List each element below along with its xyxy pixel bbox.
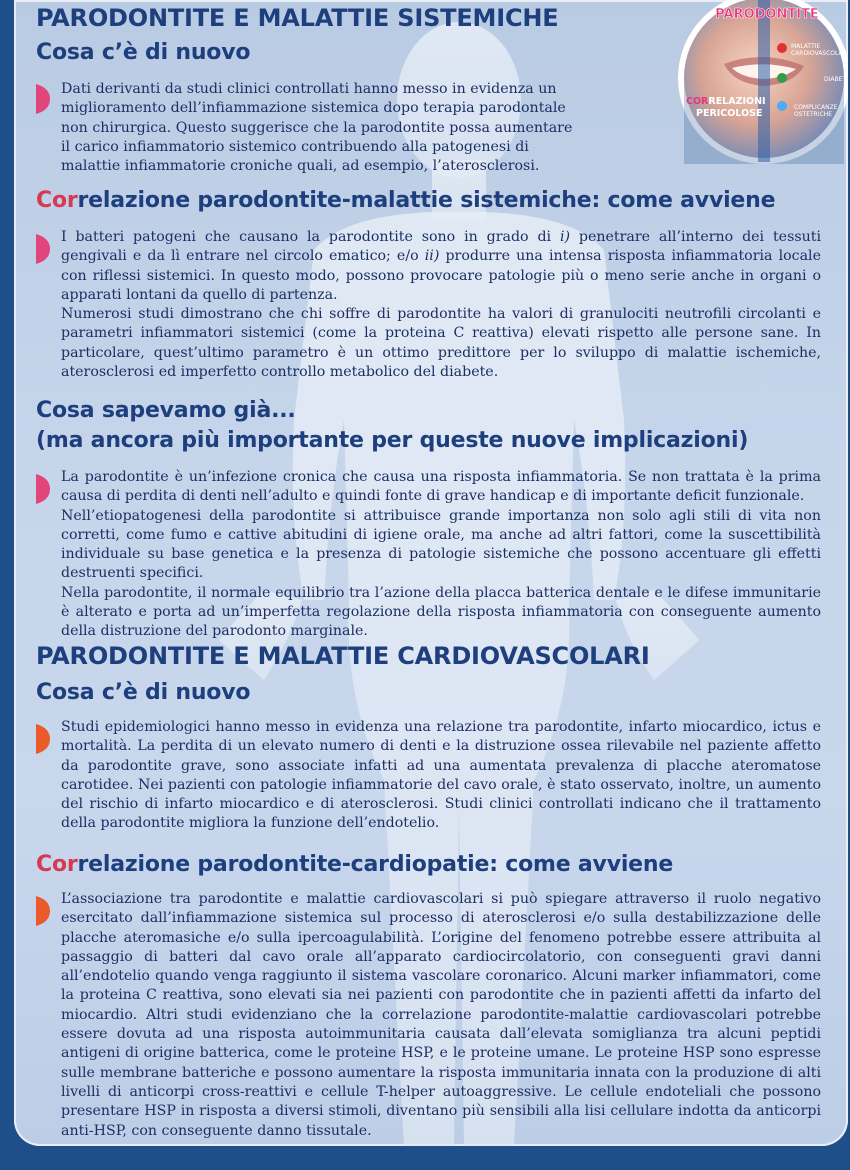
section1-p2 <box>61 228 821 382</box>
section2-p1: Studi epidemiologici hanno messo in evidenza una relazione tra parodontite, infarto miocardico, ictus e mortalità. La perdita di un elevato numero di denti e la distruzione ossea rilevabile nel paziente affetto da parodontite grave, sono associate infatti ad una aumentata prevalenza di placche ateromatose carotidee. Nei pazienti con patologie infiammatorie del cavo orale, è stato osservato, inoltre, un aumento del rischio di infarto miocardico e di aterosclerosi. Studi clinici controllati indicano che il trattamento della parodontite migliora la funzione dell’endotelio. <box>61 719 821 832</box>
sub2b-prefix: Cor <box>36 852 78 877</box>
bullet-marker-pink <box>36 474 50 504</box>
badge-line2: PERICOLOSE <box>696 108 763 119</box>
bullet-marker-pink <box>36 84 50 114</box>
badge-item2: DIABETE <box>824 76 850 83</box>
item-dot-red <box>777 43 787 53</box>
section1-sub3-line1: Cosa sapevamo già... <box>36 398 296 423</box>
poster-panel <box>14 0 848 1146</box>
poster-content <box>14 0 848 1146</box>
bullet-marker-pink <box>36 234 50 264</box>
badge-prefix: COR <box>686 96 709 107</box>
p3-b: Nell’etiopatogenesi della parodontite si attribuisce grande importanza non solo agli stili di vita non corretti, come fumo e cattive abitudini di igiene orale, ma anche ad altri fattori, come la suscettibilità individuale su base genetica e la presenza di patologie sistemiche che possono accentuare gli effetti destruenti specifici. <box>61 507 821 582</box>
section1-title: PARODONTITE E MALATTIE SISTEMICHE <box>36 4 559 32</box>
p2-d: Numerosi studi dimostrano che chi soffre di parodontite ha valori di granulociti neutrofili circolanti e parametri infiammatori sistemici (come la proteina C reattiva) elevati rispetto alle persone sane. In particolare, quest’ultimo parametro è un ottimo predittore per lo sviluppo di malattie ischemiche, aterosclerosi ed imperfetto controllo metabolico del diabete. <box>61 306 821 381</box>
badge-title: PARODONTITE <box>715 7 819 22</box>
p2-b: penetrare all’interno dei tessuti gengivali e da lì entrare nel circolo ematico; e/o <box>61 229 822 265</box>
section1-p3 <box>61 468 821 642</box>
section2-sub1: Cosa c’è di nuovo <box>36 680 251 705</box>
section1-sub3-line2: (ma ancora più importante per queste nuove implicazioni) <box>36 428 749 453</box>
item-dot-green <box>777 73 787 83</box>
p3-a: La parodontite è un’infezione cronica che causa una risposta infiammatoria. Se non trattata è la prima causa di perdita di denti nell’adulto e quindi fonte di grave handicap e di importante deficit funzionale. <box>61 469 821 505</box>
sub2b-rest: relazione parodontite-cardiopatie: come avviene <box>77 852 674 877</box>
p2-i1: i) <box>559 229 571 245</box>
section2-title: PARODONTITE E MALATTIE CARDIOVASCOLARI <box>36 642 650 670</box>
section2-sub2 <box>36 850 673 880</box>
badge-line1-rest: RELAZIONI <box>708 96 766 107</box>
item-dot-blue <box>777 101 787 111</box>
section1-sub1: Cosa c’è di nuovo <box>36 40 251 65</box>
badge-item1b: CARDIOVASCOLARI <box>791 50 849 57</box>
sub2-prefix: Cor <box>36 188 78 213</box>
bullet-marker-orange <box>36 896 50 926</box>
section2-p2: L’associazione tra parodontite e malattie cardiovascolari si può spiegare attraverso il ruolo negativo esercitato dall’infiammazione sistemica sul processo di aterosclerosi e/o sulla destabilizzazione delle placche ateromasiche e/o sulla ipercoagulabilità. L’origine del fenomeno potrebbe essere attribuita al passaggio di batteri dal cavo orale all’apparato cardiocircolatorio, con conseguenti gravi danni all’endotelio quando venga raggiunto il sistema vascolare coronarico. Alcuni marker infiammatori, come la proteina C reattiva, sono elevati sia nei pazienti con parodontite che in pazienti affetti da infarto del miocardio. Altri studi evidenziano che la correlazione parodontite-malattie cardiovascolari potrebbe essere dovuta ad una risposta autoimmunitaria causata dall’elevata somiglianza tra alcuni peptidi antigeni di origine batterica, come le proteine HSP, e le proteine umane. Le proteine HSP sono espresse sulle membrane batteriche e possono aumentare la risposta immunitaria innata con la produzione di alti livelli di anticorpi cross-reattivi e cellule T-helper autoaggressive. Le cellule endoteliali che possono presentare HSP in risposta a diversi stimoli, diventano più sensibili alla lisi cellulare indotta da anticorpi anti-HSP, con conseguente danno tissutale. <box>61 891 821 1139</box>
p2-c: produrre una intensa risposta infiammatoria locale con riflessi sistemici. In questo modo, possono provocare patologie più o meno serie anche in organi o apparati lontani da quello di partenza. <box>61 248 821 303</box>
section1-p1: Dati derivanti da studi clinici controllati hanno messo in evidenza un miglioramento dell’infiammazione sistemica dopo terapia parodontale non chirurgica. Questo suggerisce che la parodontite possa aumentare il carico infiammatorio sistemico contribuendo alla patogenesi di malattie infiammatorie croniche quali, ad esempio, l’aterosclerosi. <box>61 81 573 175</box>
correlazioni-badge <box>664 0 848 164</box>
sub2-rest: relazione parodontite-malattie sistemiche: come avviene <box>77 188 776 213</box>
p2-a: I batteri patogeni che causano la parodontite sono in grado di <box>61 229 560 245</box>
badge-item3a: COMPLICANZE <box>794 104 838 111</box>
section1-sub2 <box>36 186 775 216</box>
badge-item3b: OSTETRICHE <box>794 111 833 118</box>
badge-line1 <box>686 96 766 107</box>
p3-c: Nella parodontite, il normale equilibrio tra l’azione della placca batterica dentale e le difese immunitarie è alterato e porta ad un’imperfetta regolazione della risposta infiammatoria con conseguente aumento della distruzione del parodonto marginale. <box>61 584 821 640</box>
badge-item1a: MALATTIE <box>791 43 821 50</box>
p2-i2: ii) <box>424 248 440 265</box>
bullet-marker-orange <box>36 724 50 754</box>
